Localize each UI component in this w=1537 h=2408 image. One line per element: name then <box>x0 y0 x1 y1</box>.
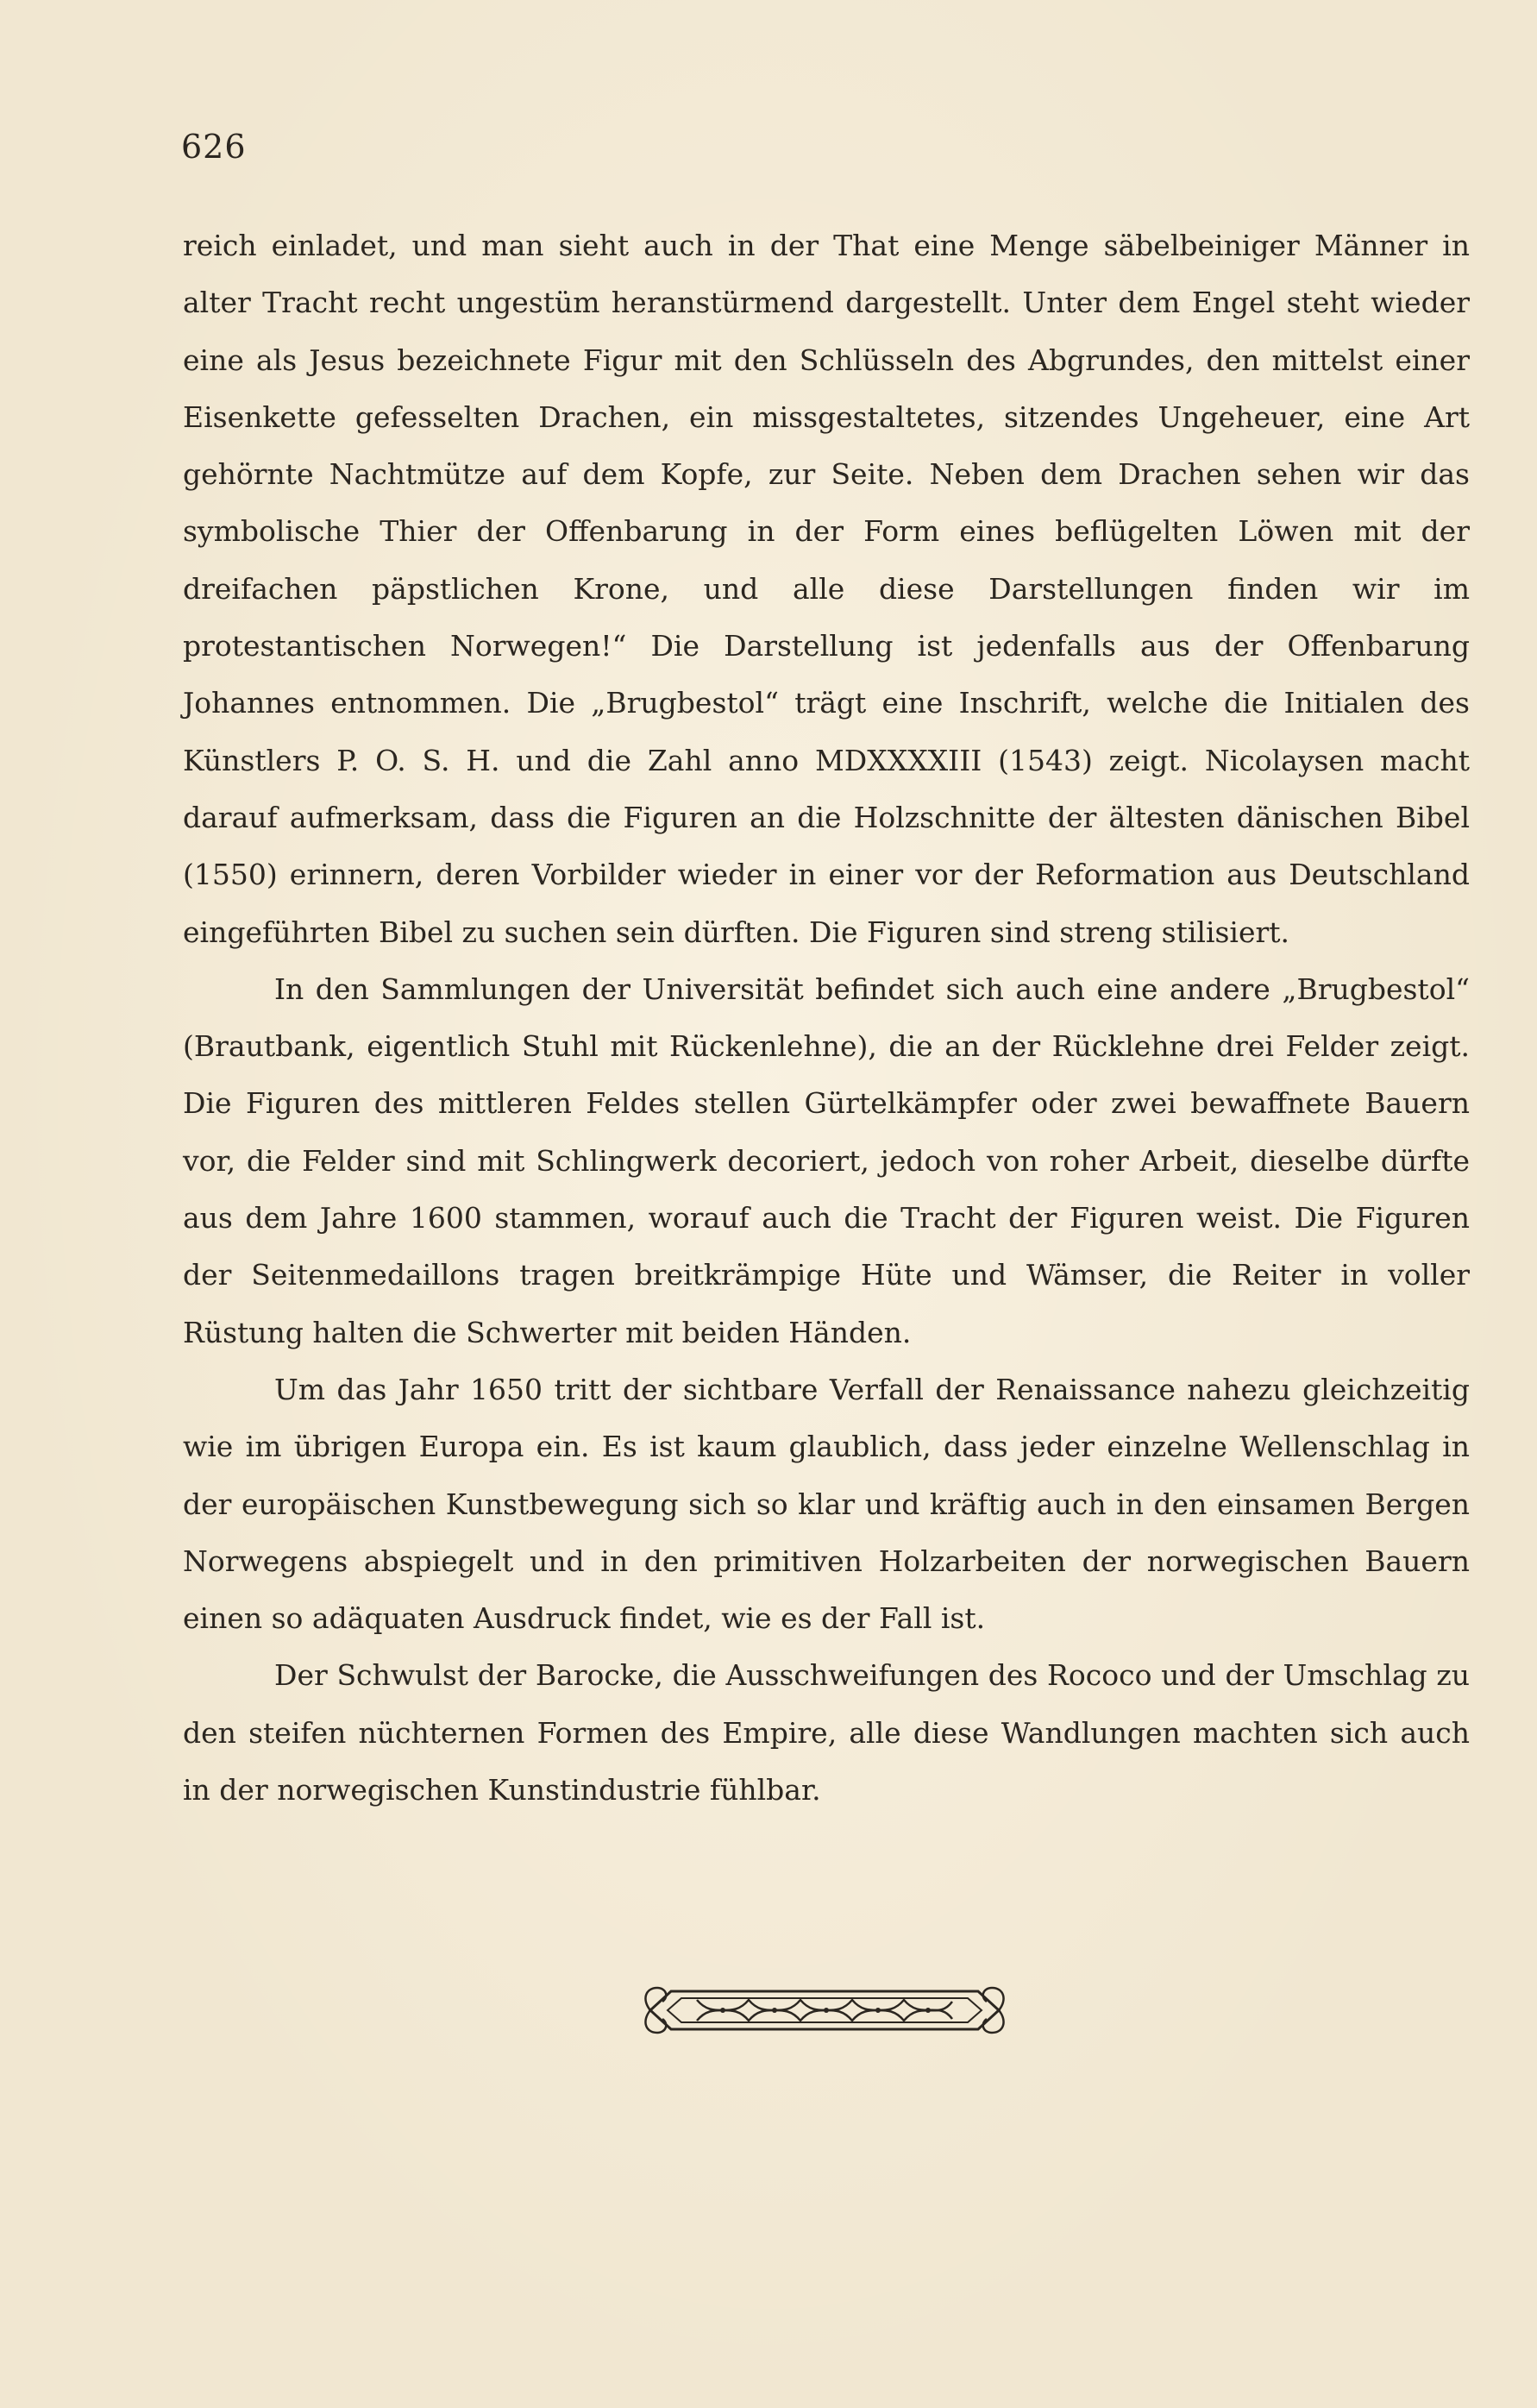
paragraph-4: Der Schwulst der Barocke, die Ausschweifungen des Rococo und der Umschlag zu den steifen nüchternen Formen des Empire, alle diese Wandlungen machten sich auch in der norwegischen Kunstindustrie fühlbar. <box>183 1658 1470 1808</box>
paragraph-1: reich einladet, und man sieht auch in der That eine Menge säbelbeiniger Männer in alter Tracht recht ungestüm heranstürmend dargestellt. Unter dem Engel steht wieder eine als Jesus bezeichnete Figur mit den Schlüsseln des Abgrundes, den mittelst einer Eisenkette gefesselten Drachen, ein missgestaltetes, sitzendes Ungeheuer, eine Art gehörnte Nachtmütze auf dem Kopfe, zur Seite. Neben dem Drachen sehen wir das symbolische Thier der Offenbarung in der Form eines beflügelten Löwen mit der dreifachen päpstlichen Krone, und alle diese Darstellungen finden wir im protestantischen Norwegen!“ Die Darstellung ist jedenfalls aus der Offenbarung Johannes entnommen. Die „Brugbestol“ trägt eine Inschrift, welche die Initialen des Künstlers P. O. S. H. und die Zahl anno MDXXXXIII (1543) zeigt. Nicolaysen macht darauf aufmerksam, dass die Figuren an die Holzschnitte der ältesten dänischen Bibel (1550) erinnern, deren Vorbilder wieder in einer vor der Reformation aus Deutschland eingeführten Bibel zu suchen sein dürften. Die Figuren sind streng stilisiert. <box>183 229 1470 949</box>
page-number: 626 <box>181 128 247 166</box>
body-text <box>183 217 1470 1819</box>
paragraph-2: In den Sammlungen der Universität befindet sich auch eine andere „Brugbestol“ (Brautbank, eigentlich Stuhl mit Rückenlehne), die an der Rücklehne drei Felder zeigt. Die Figuren des mittleren Feldes stellen Gürtelkämpfer oder zwei bewaffnete Bauern vor, die Felder sind mit Schlingwerk decoriert, jedoch von roher Arbeit, dieselbe dürfte aus dem Jahre 1600 stammen, worauf auch die Tracht der Figuren weist. Die Figuren der Seitenmedaillons tragen breitkrämpige Hüte und Wämser, die Reiter in voller Rüstung halten die Schwerter mit beiden Händen. <box>183 971 1470 1349</box>
paragraph-3: Um das Jahr 1650 tritt der sichtbare Verfall der Renaissance nahezu gleichzeitig wie im übrigen Europa ein. Es ist kaum glaublich, dass jeder einzelne Wellenschlag in der europäischen Kunstbewegung sich so klar und kräftig auch in den einsamen Bergen Norwegens abspiegelt und in den primitiven Holzarbeiten der norwegischen Bauern einen so adäquaten Ausdruck findet, wie es der Fall ist. <box>183 1372 1470 1636</box>
interlace-ornament-icon <box>637 1974 1013 2046</box>
